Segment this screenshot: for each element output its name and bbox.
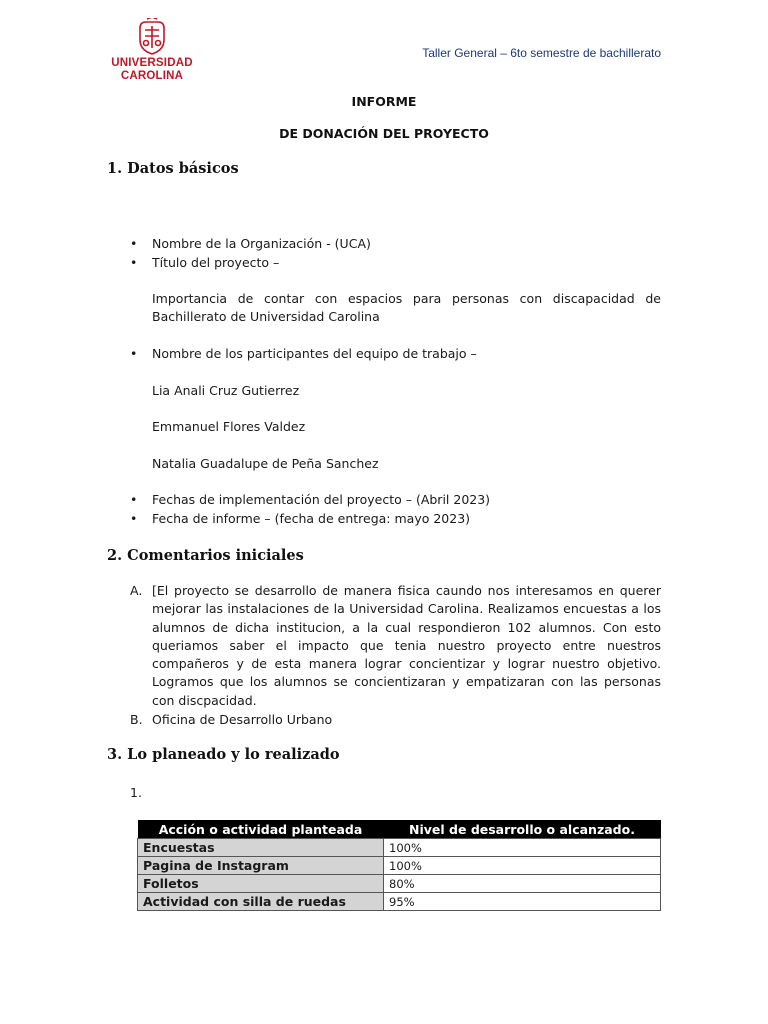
university-crest-icon xyxy=(134,18,170,56)
university-name-line1: UNIVERSIDAD xyxy=(111,57,193,69)
table-row xyxy=(138,893,661,911)
table-header-row xyxy=(138,820,661,839)
document-title: INFORME xyxy=(351,94,417,109)
section3-heading: 3. Lo planeado y lo realizado xyxy=(107,746,340,763)
column-header-activity: Acción o actividad planteada xyxy=(138,820,384,839)
column-header-level: Nivel de desarrollo o alcanzado. xyxy=(384,820,661,839)
table-row xyxy=(138,857,661,875)
comment-item-a-text: [El proyecto se desarrollo de manera fisica caundo nos interesamos en querer mejorar las instalaciones de la Universidad Carolina. Realizamos encuestas a los alumnos de dicha institucion, a la cual respondieron 102 alumnos. Con esto queriamos saber el impacto que tenia nuestro proyecto entre nuestros compañeros y de esta manera lograr concientizar y lograr nuestro objetivo. Logramos que los alumnos se concientizaran y empatizaran con las personas con discpacidad. xyxy=(152,583,661,708)
section1-heading: 1. Datos básicos xyxy=(107,160,239,177)
bullet-organization: • Nombre de la Organización - (UCA) xyxy=(152,235,661,253)
level-cell: 95% xyxy=(384,893,661,911)
university-logo xyxy=(108,18,196,82)
activity-cell: Actividad con silla de ruedas xyxy=(138,893,384,911)
comment-item-b xyxy=(130,711,661,729)
bullet-team: • Nombre de los participantes del equipo de trabajo – xyxy=(152,345,661,363)
level-cell: 80% xyxy=(384,875,661,893)
activity-cell: Encuestas xyxy=(138,839,384,857)
list-marker: B. xyxy=(130,712,143,727)
table-row xyxy=(138,839,661,857)
document-subtitle: DE DONACIÓN DEL PROYECTO xyxy=(279,126,489,141)
bullet-report-date: • Fecha de informe – (fecha de entrega: mayo 2023) xyxy=(152,510,661,528)
comment-item-a xyxy=(130,582,661,710)
team-member: Emmanuel Flores Valdez xyxy=(152,419,306,434)
activity-cell: Folletos xyxy=(138,875,384,893)
level-cell: 100% xyxy=(384,857,661,875)
bullet-project-title: • Título del proyecto – xyxy=(152,254,661,272)
list-marker: 1. xyxy=(130,785,142,800)
section2-heading: 2. Comentarios iniciales xyxy=(107,547,304,564)
team-member: Lia Anali Cruz Gutierrez xyxy=(152,383,300,398)
course-info: Taller General – 6to semestre de bachillerato xyxy=(422,46,661,60)
university-name-line2: CAROLINA xyxy=(120,70,184,82)
bullet-implementation-dates: • Fechas de implementación del proyecto – (Abril 2023) xyxy=(152,491,661,509)
list-marker: A. xyxy=(130,583,143,598)
activity-cell: Pagina de Instagram xyxy=(138,857,384,875)
table-row xyxy=(138,875,661,893)
comment-item-b-text: Oficina de Desarrollo Urbano xyxy=(152,712,333,727)
activities-table xyxy=(137,820,661,911)
project-title-text: Importancia de contar con espacios para personas con discapacidad de Bachillerato de Universidad Carolina xyxy=(152,291,661,325)
level-cell: 100% xyxy=(384,839,661,857)
team-member: Natalia Guadalupe de Peña Sanchez xyxy=(152,456,379,471)
